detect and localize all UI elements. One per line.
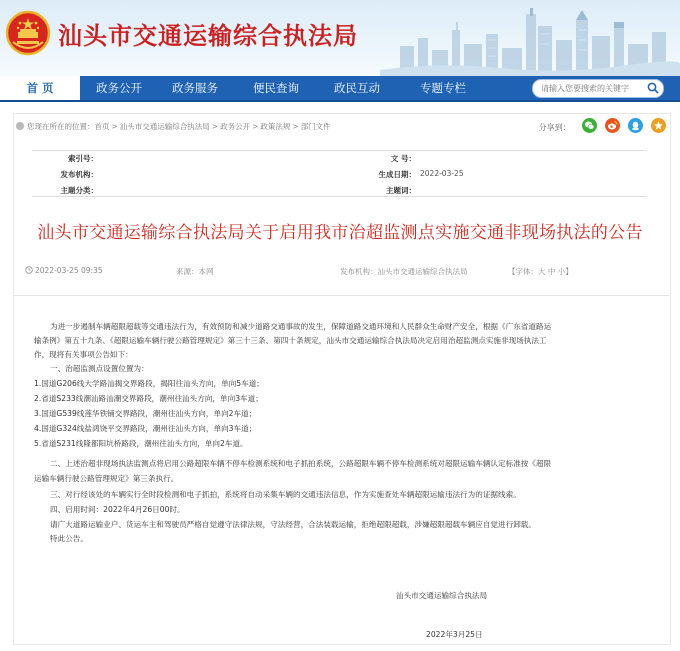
qq-share-icon[interactable]: [628, 118, 643, 133]
meta-index-label: 索引号：: [68, 154, 98, 163]
share-label: 分享到：: [538, 123, 571, 132]
article-paragraph: 一、治超监测点设置位置为：: [50, 364, 149, 373]
weibo-share-icon[interactable]: [605, 118, 620, 133]
font-size-large-link[interactable]: 大: [538, 267, 546, 276]
meta-doc-no-label: 文 号：: [390, 154, 416, 163]
article-paragraph: 为进一步遏制车辆超限超载等交通违法行为，有效预防和减少道路交通事故的发生，保障道路交通环境和人民群众生命财产安全，根据《广东省道路运: [50, 322, 552, 331]
article-paragraph: 运输车辆行驶公路管理规定》第三条执行。: [34, 474, 179, 483]
article-paragraph: 四、启用时间：2022年4月26日00时。: [50, 505, 185, 514]
search-box: [532, 79, 664, 98]
breadcrumb-separator: >: [252, 122, 259, 131]
breadcrumb-separator: >: [111, 122, 118, 131]
nav-item-home[interactable]: 首 页: [0, 76, 80, 100]
breadcrumb-link-policy[interactable]: 政策法规: [260, 122, 291, 131]
font-size-switcher: [508, 266, 573, 278]
city-skyline-image: [380, 0, 680, 76]
qzone-share-icon[interactable]: [651, 118, 666, 133]
article-title: 汕头市交通运输综合执法局关于启用我市治超监测点实施交通非现场执法的公告: [37, 223, 643, 243]
article-paragraph: 5.省道S231线隆都阳坑桥路段，潮州往汕头方向，单向2车道。: [34, 439, 248, 448]
breadcrumb-link-home[interactable]: 首页: [94, 122, 110, 131]
search-input[interactable]: [541, 81, 641, 95]
article-paragraph: 特此公告。: [50, 534, 88, 543]
nav-item-gov-affairs[interactable]: 政务公开: [96, 81, 142, 95]
share-bar: [539, 118, 666, 134]
site-header: [0, 0, 680, 76]
meta-created-label: 生成日期：: [378, 170, 416, 179]
meta-created-value: 2022-03-25: [420, 169, 464, 178]
font-size-small-link[interactable]: 小: [557, 267, 566, 276]
breadcrumb-link-bureau[interactable]: 汕头市交通运输综合执法局: [119, 122, 210, 131]
breadcrumb-separator: >: [211, 122, 219, 131]
nav-item-interaction[interactable]: 政民互动: [334, 81, 380, 95]
divider: [13, 295, 669, 296]
article-paragraph: 输条例》第五十九条、《超限运输车辆行驶公路管理规定》第三十三条、第四十条规定，汕头市交通运输综合执法局决定启用治超监测点实施非现场执法工: [34, 336, 547, 345]
article-paragraph: 4.国道G324线盐鸿饶平交界路段，潮州往汕头方向，单向3车道；: [34, 424, 257, 433]
breadcrumb-link-gov-affairs[interactable]: 政务公开: [220, 122, 251, 131]
font-size-medium-link[interactable]: 中: [547, 267, 556, 276]
article-paragraph: 请广大道路运输业户、货运车主和驾驶员严格自觉遵守法律法规，守法经营，合法装载运输，拒绝超限超载，涉嫌超限超载车辆应自觉进行卸载。: [50, 520, 536, 529]
article-publisher: 发布机构：汕头市交通运输综合执法局: [340, 267, 468, 276]
article-paragraph: 作，现将有关事项公告如下：: [34, 350, 133, 359]
font-size-close: 】: [565, 267, 573, 276]
nav-item-public-query[interactable]: 便民查询: [253, 81, 299, 95]
clock-icon: [25, 266, 33, 274]
meta-keywords-label: 主题词：: [386, 186, 416, 195]
breadcrumb-prefix: 您现在所在的位置：: [27, 122, 95, 131]
article-paragraph: 2.省道S233线潮汕路汕潮交界路段，潮州往汕头方向，单向3车道；: [34, 394, 263, 403]
document-meta-table: [32, 150, 647, 197]
meta-topic-label: 主题分类：: [60, 186, 98, 195]
meta-publisher-label: 发布机构：: [60, 170, 98, 179]
publish-datetime-text: 2022-03-25 09:35: [35, 266, 103, 275]
nav-item-gov-services[interactable]: 政务服务: [172, 81, 218, 95]
signature-org: 汕头市交通运输综合执法局: [396, 591, 488, 600]
nav-item-special-topics[interactable]: 专题专栏: [420, 81, 466, 95]
search-icon[interactable]: [647, 82, 659, 94]
signature-date: 2022年3月25日: [426, 630, 483, 639]
site-title[interactable]: 汕头市交通运输综合执法局: [58, 22, 358, 50]
article-paragraph: 三、对行经该处的车辆实行全时段检测和电子抓拍，系统将自动采集车辆的交通违法信息，作为实施查处车辆超限运输违法行为的证据线索。: [50, 490, 521, 499]
national-emblem-icon: [5, 10, 51, 56]
publish-datetime: [25, 266, 103, 278]
article-paragraph: 1.国道G206线大学路汕揭交界路段，揭阳往汕头方向，单向5车道；: [34, 379, 264, 388]
article-paragraph: 二、上述治超非现场执法监测点将启用公路超限车辆不停车检测系统和电子抓拍系统，公路超限车辆不停车检测系统对超限运输车辆认定标准按《超限: [50, 459, 552, 468]
breadcrumb-link-dept-docs[interactable]: 部门文件: [300, 122, 331, 131]
article-source: 来源：本网: [176, 267, 214, 276]
article-paragraph: 3.国道G539线莲华铁铺交界路段，潮州往汕头方向，单向2车道；: [34, 409, 257, 418]
wechat-share-icon[interactable]: [582, 118, 597, 133]
breadcrumb: [16, 121, 331, 135]
font-size-label: 【字体：: [508, 267, 538, 276]
location-pin-icon: [16, 122, 24, 130]
breadcrumb-separator: >: [292, 122, 299, 131]
